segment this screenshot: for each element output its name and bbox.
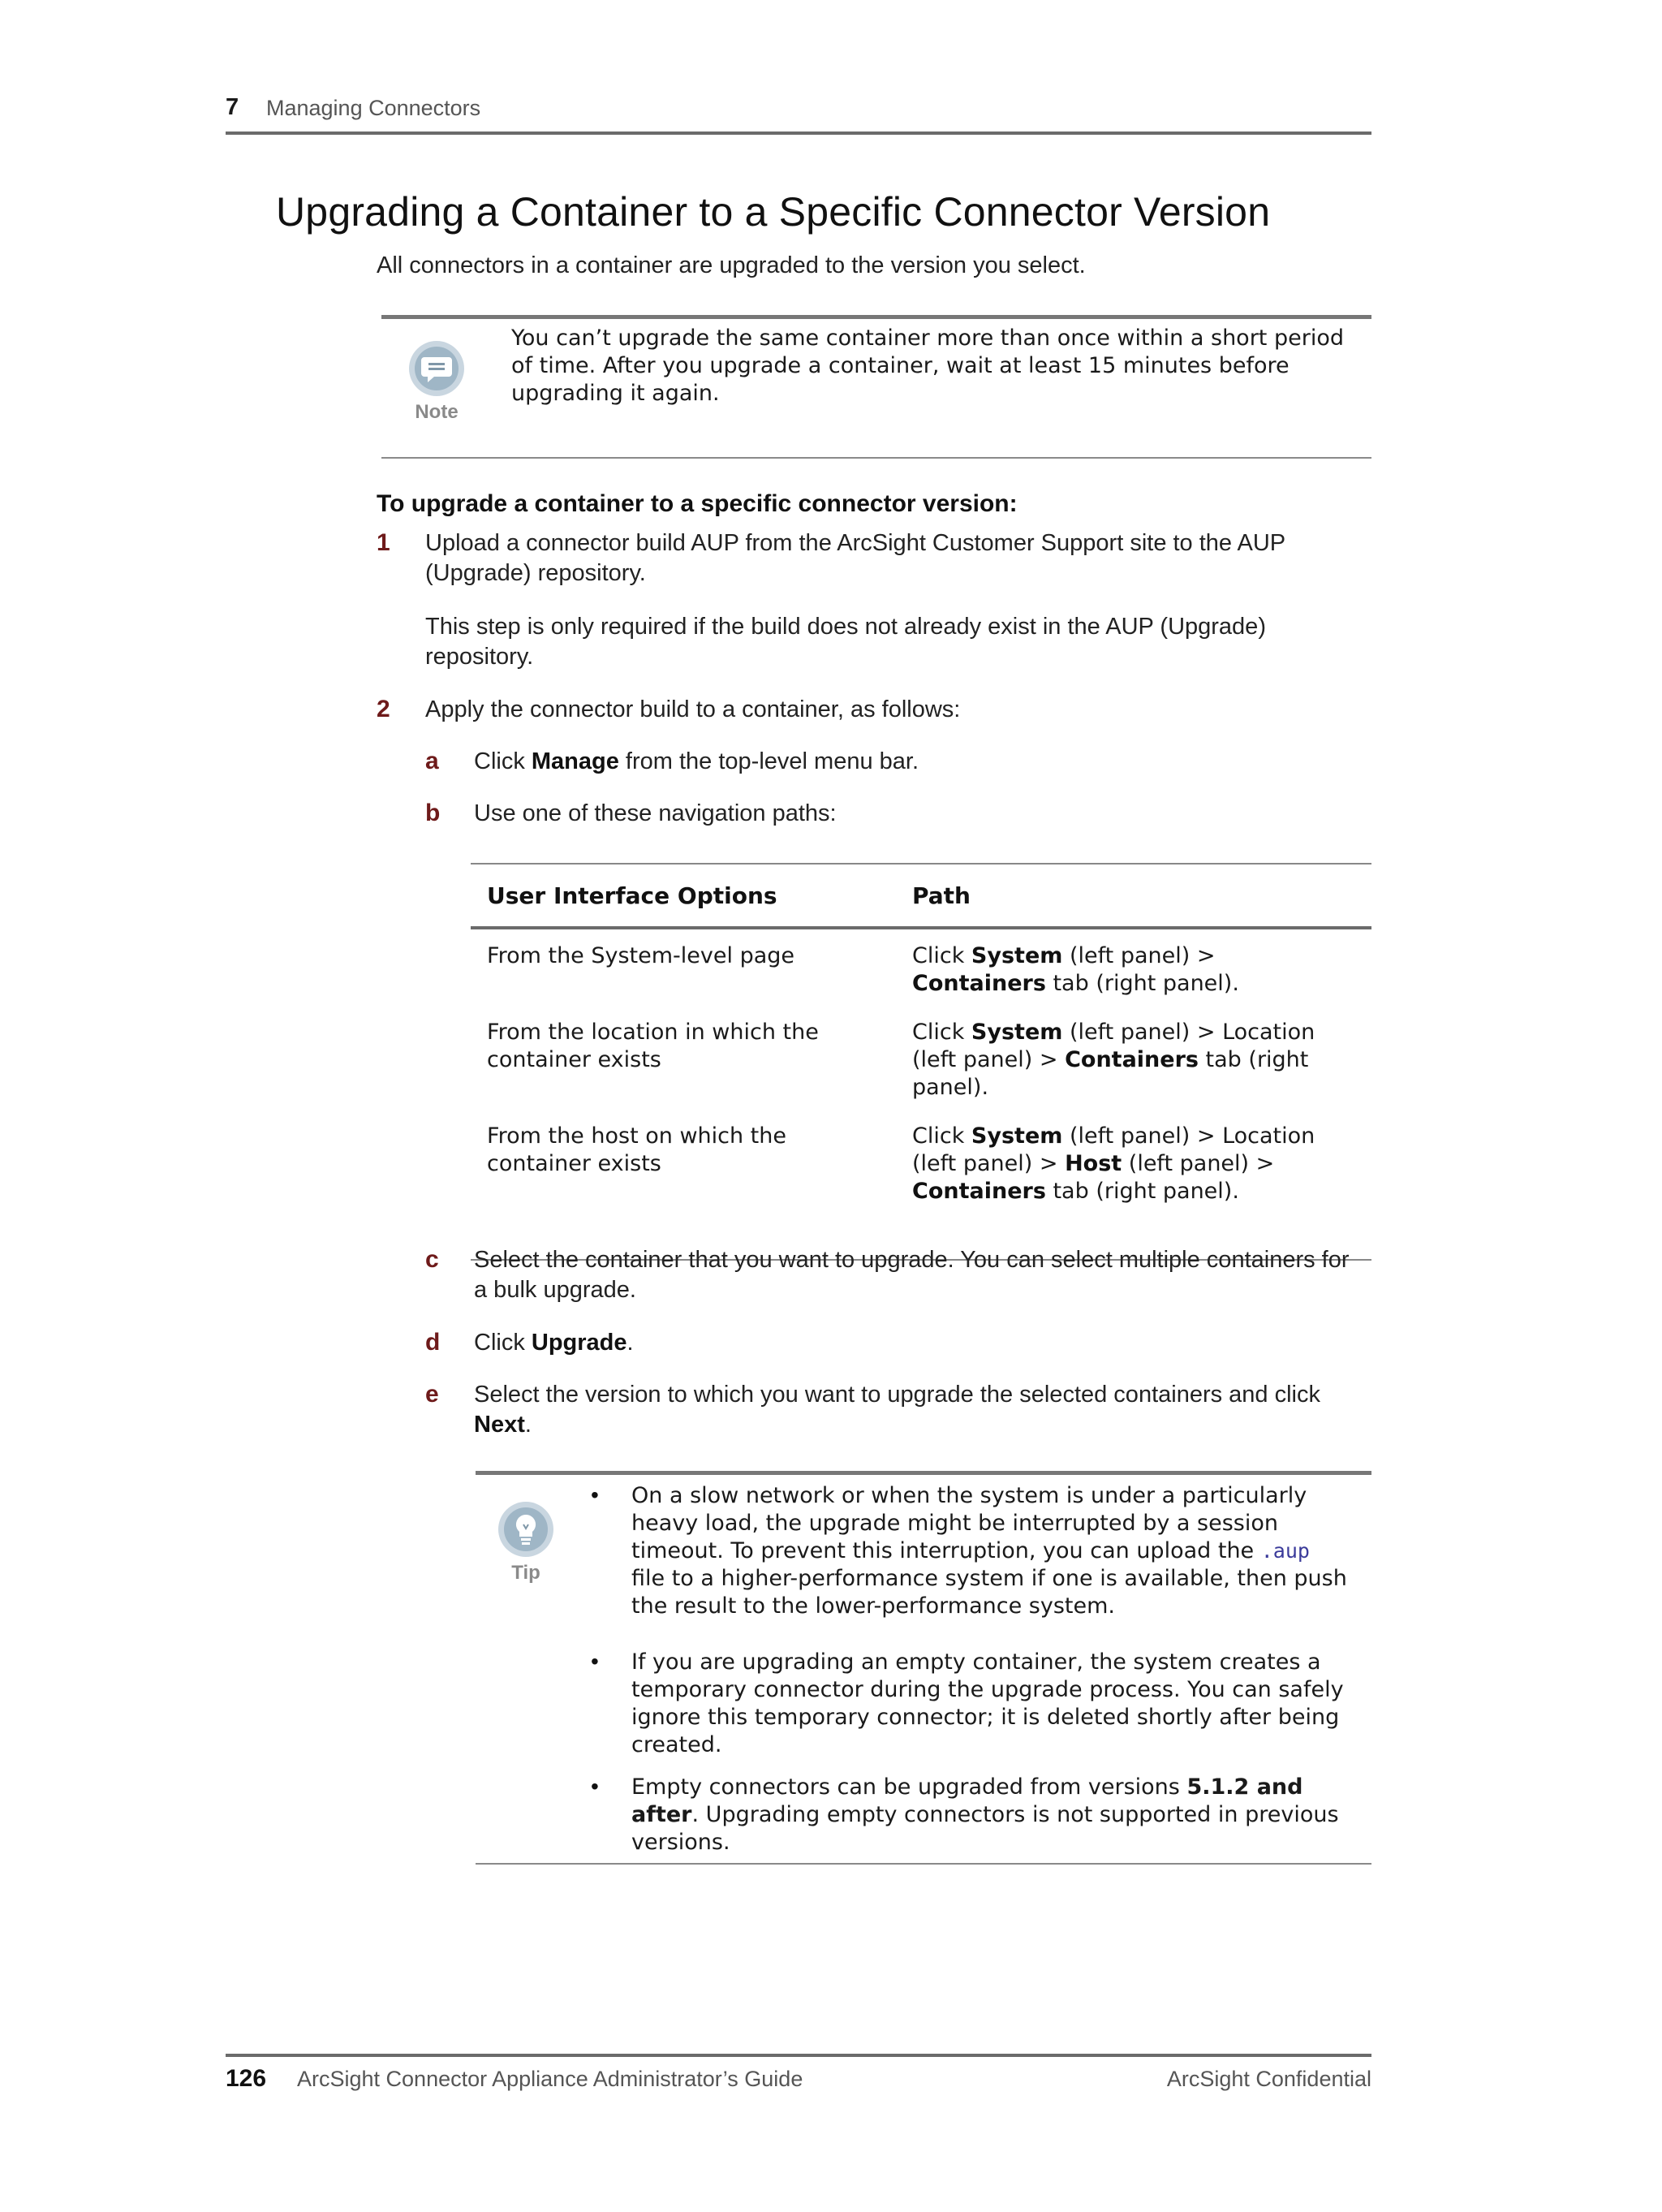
- substep-text: Select the container that you want to upgrade. You can select multiple containers for a bulk upgrade.: [474, 1247, 1350, 1303]
- navigation-paths-table: [471, 863, 1371, 1261]
- lightbulb-icon: [495, 1500, 557, 1588]
- aup-file-extension: .aup: [1260, 1539, 1310, 1563]
- tip-item: If you are upgrading an empty container, the system creates a temporary connector during the upgrade process. You can safely ignore this temporary connector; it is deleted shortly after being created.: [631, 1649, 1344, 1757]
- page-number: 126: [226, 2065, 267, 2092]
- substep-text: Use one of these navigation paths:: [474, 800, 837, 826]
- manage-menu-reference: Manage: [531, 748, 619, 774]
- bullet-marker: •: [591, 1482, 599, 1507]
- table-cell: From the System-level page: [487, 943, 795, 968]
- step-text: Apply the connector build to a container, as follows:: [425, 696, 961, 722]
- substep-text: Click Upgrade.: [474, 1330, 634, 1356]
- next-button-reference: Next: [474, 1412, 525, 1438]
- note-icon: [406, 339, 467, 427]
- chapter-number: 7: [226, 94, 239, 120]
- table-cell: From the host on which the container exists: [487, 1123, 786, 1176]
- procedure-heading: To upgrade a container to a specific connector version:: [377, 490, 1018, 517]
- note-text: You can’t upgrade the same container more than once within a short period of time. After you upgrade a container, wait at least 15 minutes before upgrading it again.: [511, 326, 1344, 406]
- column-header: User Interface Options: [487, 882, 777, 909]
- tip-item: On a slow network or when the system is under a particularly heavy load, the upgrade might be interrupted by a session timeout. To prevent this interruption, you can upload the .aup file to a higher-performance system if one is available, then push the result to the lower-performance system.: [631, 1483, 1347, 1619]
- substep-letter: a: [425, 748, 439, 774]
- step-text: Upload a connector build AUP from the ArcSight Customer Support site to the AUP (Upgrade) repository.: [425, 530, 1285, 586]
- note-icon-label: Note: [415, 401, 459, 423]
- table-header: [471, 865, 1371, 929]
- guide-title: ArcSight Connector Appliance Administrator’s Guide: [297, 2067, 803, 2091]
- tip-icon-label: Tip: [511, 1562, 540, 1584]
- column-header: Path: [912, 882, 971, 909]
- table-cell: Click System (left panel) > Location (left panel) > Host (left panel) > Containers tab (right panel).: [912, 1123, 1315, 1204]
- upgrade-button-reference: Upgrade: [531, 1330, 627, 1356]
- table-cell: Click System (left panel) > Containers tab (right panel).: [912, 943, 1239, 996]
- intro-text: All connectors in a container are upgraded to the version you select.: [377, 252, 1086, 278]
- page-header: [226, 91, 1371, 135]
- step-number: 2: [377, 696, 390, 722]
- page-footer: [226, 2054, 1371, 2098]
- substep-text: Select the version to which you want to upgrade the selected containers and click Next.: [474, 1382, 1320, 1438]
- tip-item: Empty connectors can be upgraded from versions 5.1.2 and after. Upgrading empty connectors is not supported in previous versions.: [631, 1774, 1339, 1855]
- chapter-title: Managing Connectors: [266, 96, 481, 120]
- substep-letter: c: [425, 1246, 439, 1273]
- substep-letter: e: [425, 1381, 439, 1408]
- table-body: [471, 929, 1371, 1259]
- table-cell: Click System (left panel) > Location (left panel) > Containers tab (right panel).: [912, 1020, 1315, 1100]
- substep-text: Click Manage from the top-level menu bar.: [474, 748, 919, 774]
- substep-letter: b: [425, 800, 441, 826]
- step-note-text: This step is only required if the build does not already exist in the AUP (Upgrade) repository.: [425, 614, 1266, 670]
- bullet-marker: •: [591, 1649, 599, 1674]
- substep-letter: d: [425, 1329, 441, 1356]
- confidential-label: ArcSight Confidential: [1166, 2067, 1371, 2091]
- table-cell: From the location in which the container exists: [487, 1020, 819, 1072]
- bullet-marker: •: [591, 1774, 599, 1799]
- page-title: Upgrading a Container to a Specific Connector Version: [276, 189, 1271, 235]
- step-number: 1: [377, 529, 390, 556]
